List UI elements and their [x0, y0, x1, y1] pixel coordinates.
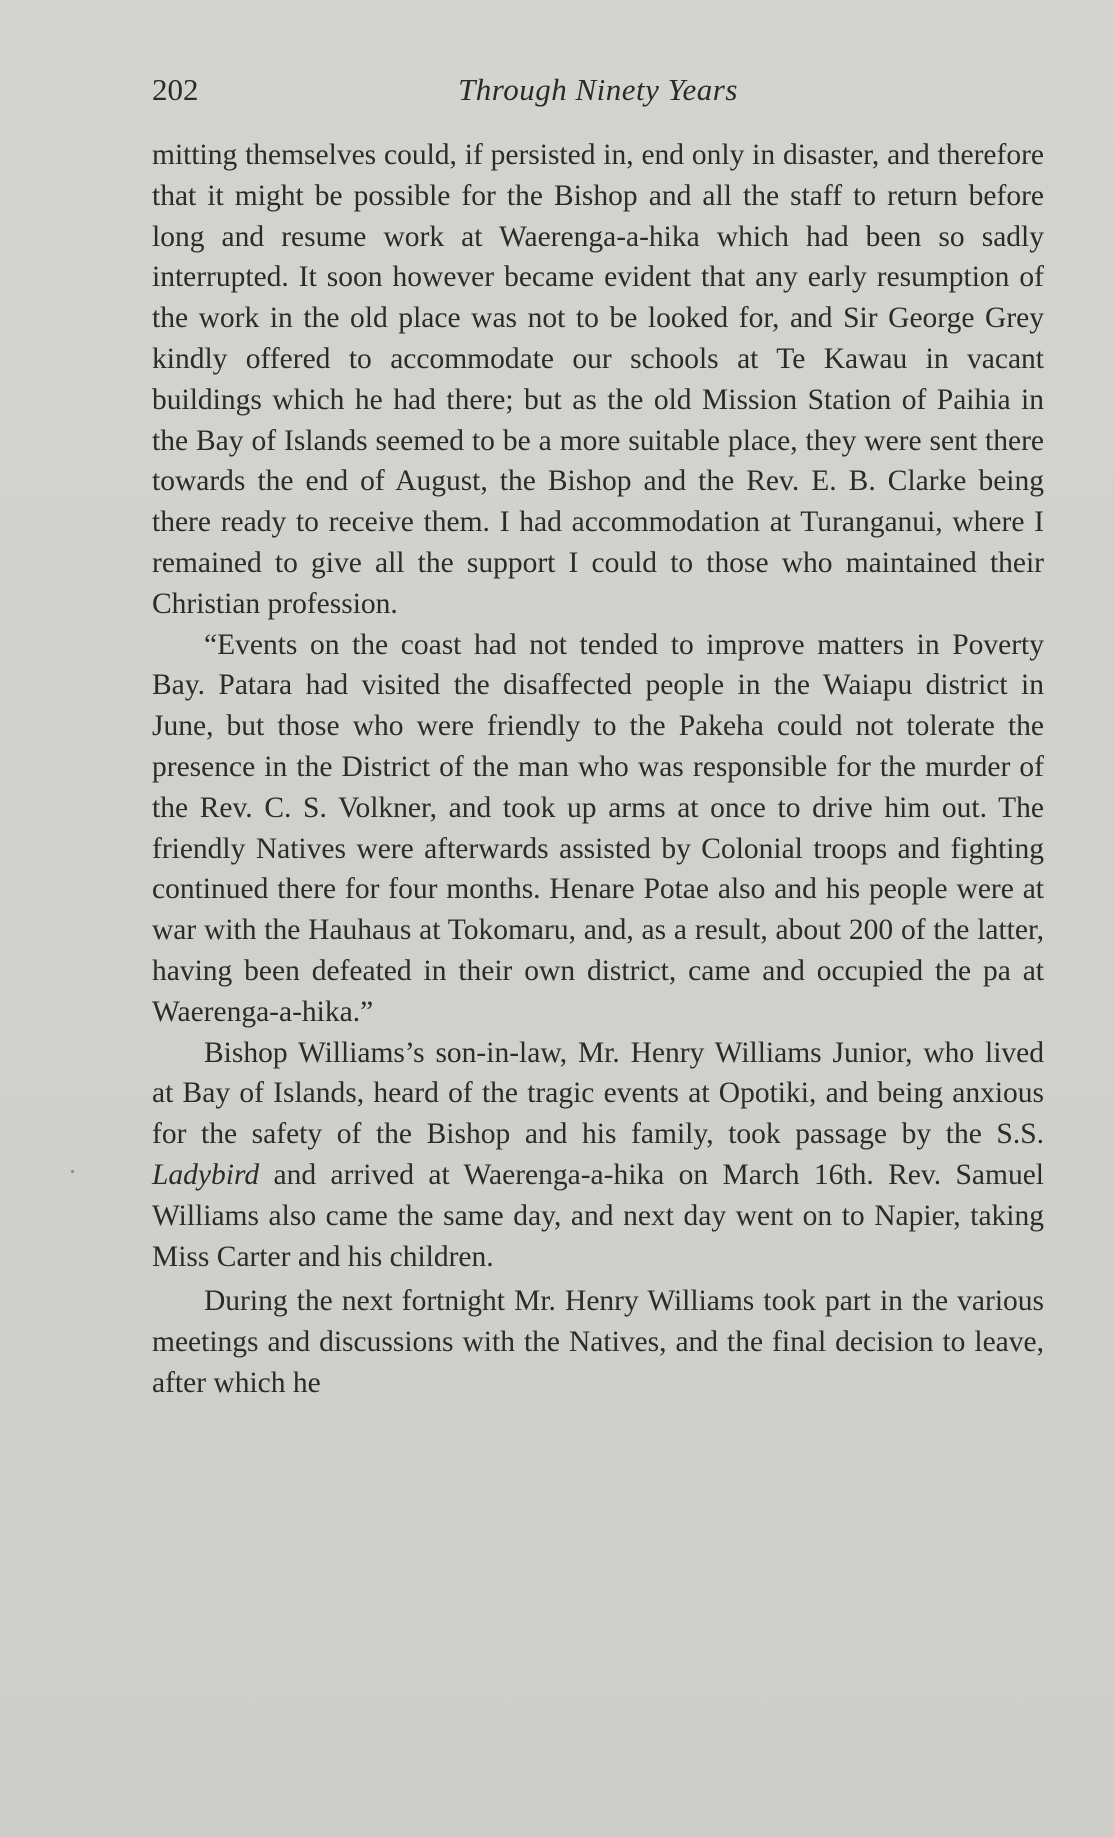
paragraph: “Events on the coast had not tended to improve matters in Poverty Bay. Patara had visited the disaffected people in the Waiapu district in June, but those who were friendly to the Pakeha could not tolerate the presence in the District of the man who was responsible for the murder of the Rev. C. S. Volkner, and took up arms at once to drive him out. The friendly Natives were afterwards assisted by Colonial troops and fighting continued there for four months. Henare Potae also and his people were at war with the Hauhaus at Tokomaru, and, as a result, about 200 of the latter, having been defeated in their own district, came and occupied the pa at Waerenga-a-hika.”: [152, 628, 1044, 1028]
page-number: 202: [152, 72, 199, 107]
body-text: [152, 135, 1044, 1404]
paragraph: mitting themselves could, if persisted in, end only in disaster, and therefore that it might be possible for the Bishop and all the staff to return before long and resume work at Waerenga-a-hika which had been so sadly interrupted. It soon however became evident that any early resumption of the work in the old place was not to be looked for, and Sir George Grey kindly offered to accommodate our schools at Te Kawau in vacant buildings which he had there; but as the old Mission Station of Paihia in the Bay of Islands seemed to be a more suitable place, they were sent there towards the end of August, the Bishop and the Rev. E. B. Clarke being there ready to receive them. I had accommodation at Turanganui, where I remained to give all the support I could to those who maintained their Christian profession.: [152, 139, 1044, 620]
page-header: [152, 68, 1044, 118]
paragraph-text: and arrived at Waerenga-a-hika on March 16th. Rev. Samuel Williams also came the same day, and next day went on to Napier, taking Miss Carter and his children.: [152, 1158, 1044, 1273]
ship-name: Ladybird: [152, 1158, 260, 1191]
paragraph-text: Bishop Williams’s son-in-law, Mr. Henry Williams Junior, who lived at Bay of Islands, heard of the tragic events at Opotiki, and being anxious for the safety of the Bishop and his family, took passage by the S.S.: [152, 1036, 1044, 1151]
running-title: Through Ninety Years: [458, 72, 738, 107]
paragraph: During the next fortnight Mr. Henry Williams took part in the various meetings and discussions with the Natives, and the final decision to leave, after which he: [152, 1285, 1044, 1399]
margin-mark: [71, 1170, 74, 1173]
paragraph: [152, 1033, 1044, 1278]
